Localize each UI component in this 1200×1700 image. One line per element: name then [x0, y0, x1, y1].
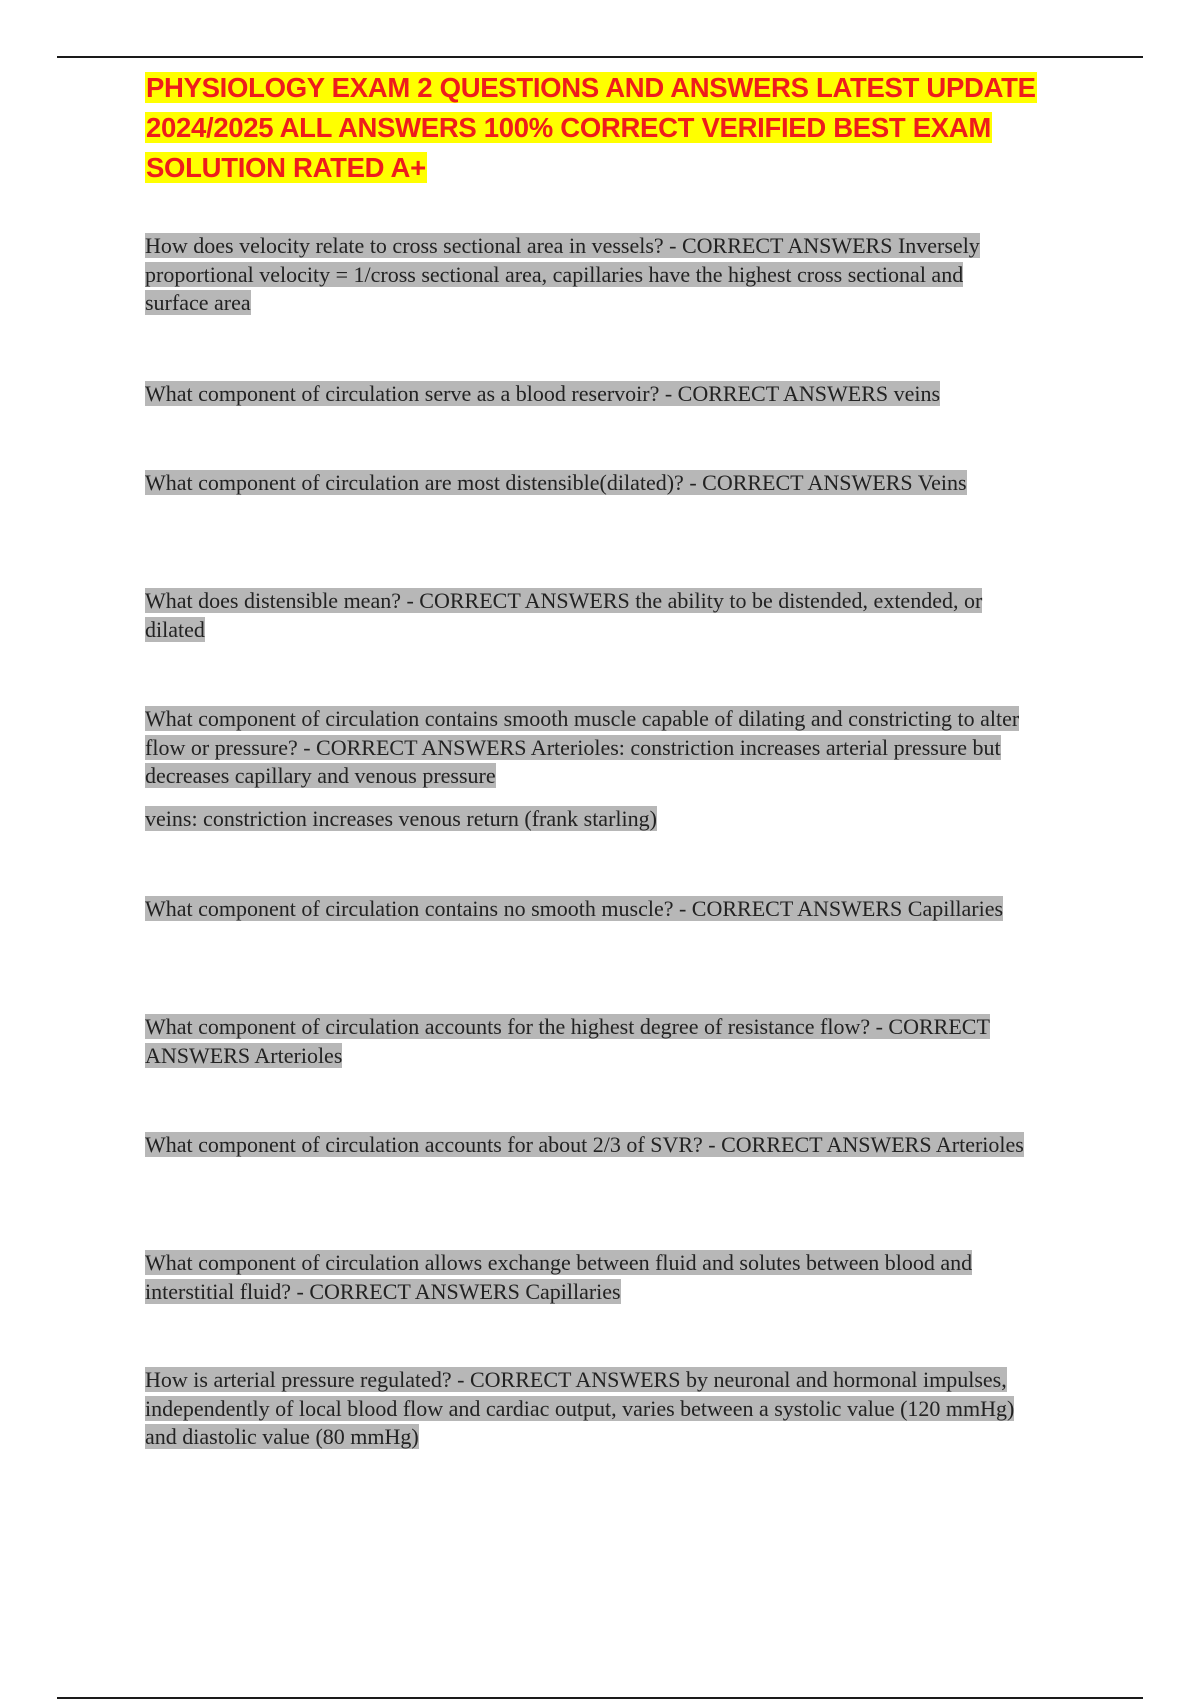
document-title [145, 68, 1045, 188]
document-title-text: PHYSIOLOGY EXAM 2 QUESTIONS AND ANSWERS LATEST UPDATE 2024/2025 ALL ANSWERS 100% CORRECT VERIFIED BEST EXAM SOLUTION RATED A+ [146, 72, 1036, 183]
qa-item-5-text: What component of circulation contains smooth muscle capable of dilating and constricting to alter flow or pressure? - CORRECT ANSWERS Arterioles: constriction increases arterial pressure but decreases capillary and venous pressure [145, 706, 1020, 788]
qa-item-7-text: What component of circulation contains no smooth muscle? - CORRECT ANSWERS Capillaries [145, 896, 1004, 921]
qa-item-11-text: How is arterial pressure regulated? - CORRECT ANSWERS by neuronal and hormonal impulses, independently of local blood flow and cardiac output, varies between a systolic value (120 mmHg) and diastolic value (80 mmHg) [145, 1367, 1015, 1449]
bottom-rule [57, 1697, 1143, 1699]
qa-item-9-text: What component of circulation accounts for about 2/3 of SVR? - CORRECT ANSWERS Arterioles [145, 1132, 1024, 1157]
qa-item-6-text: veins: constriction increases venous return (frank starling) [145, 806, 657, 831]
qa-item-3 [145, 469, 1025, 498]
top-rule [57, 56, 1143, 58]
qa-item-3-text: What component of circulation are most distensible(dilated)? - CORRECT ANSWERS Veins [145, 470, 967, 495]
qa-item-4 [145, 587, 995, 644]
qa-item-8-text: What component of circulation accounts for the highest degree of resistance flow? - CORRECT ANSWERS Arterioles [145, 1014, 990, 1068]
qa-item-11 [145, 1366, 1045, 1452]
qa-item-8 [145, 1013, 1025, 1070]
qa-item-9 [145, 1131, 1025, 1160]
qa-item-5 [145, 705, 1025, 791]
qa-item-1 [145, 232, 1025, 318]
qa-item-6 [145, 805, 1025, 834]
qa-item-7 [145, 895, 1025, 924]
qa-item-10-text: What component of circulation allows exchange between fluid and solutes between blood and interstitial fluid? - CORRECT ANSWERS Capillaries [145, 1250, 973, 1304]
qa-item-2 [145, 380, 1085, 409]
qa-item-2-text: What component of circulation serve as a blood reservoir? - CORRECT ANSWERS veins [145, 381, 941, 406]
qa-item-4-text: What does distensible mean? - CORRECT ANSWERS the ability to be distended, extended, or dilated [145, 588, 983, 642]
qa-item-1-text: How does velocity relate to cross sectional area in vessels? - CORRECT ANSWERS Inversely proportional velocity = 1/cross sectional area, capillaries have the highest cross sectional and surface area [145, 233, 980, 315]
qa-item-10 [145, 1249, 1025, 1306]
